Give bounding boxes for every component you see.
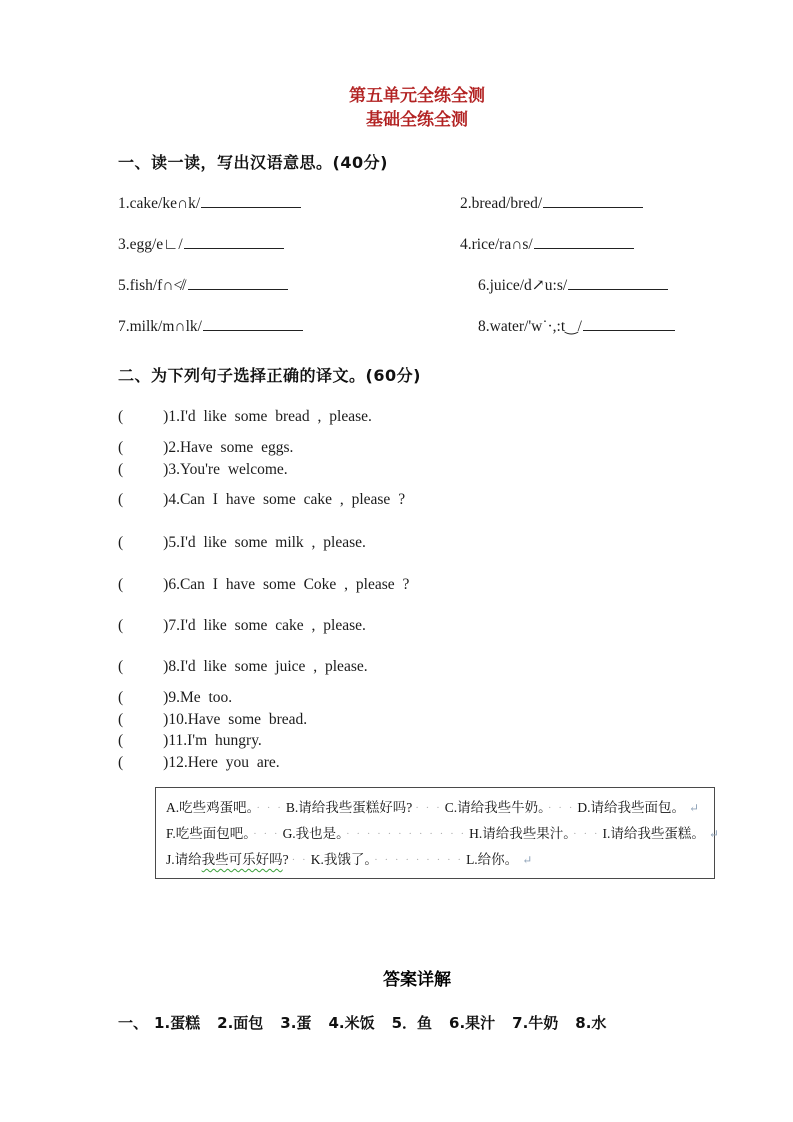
vocab-label: 8.water/'w˙·,:t‿/ [478,318,582,335]
answer-paren-close: ) [163,576,169,593]
answer-1: 1.蛋糕 [154,1014,201,1032]
vocab-label: 5.fish/f∩≮/ [118,277,187,294]
answer-paren-close: ) [163,617,169,634]
option-f: F.吃些面包吧。 [166,826,251,841]
page-title: 第五单元全练全测 [349,86,485,106]
paragraph-mark-icon: ↵ [708,827,719,841]
option-c: C.请给我些牛奶。 [444,800,545,815]
vocab-row [118,275,716,296]
answer-paren-open: ( [118,711,124,728]
answer-7: 7.牛奶 [512,1014,559,1032]
fill-in-blank [568,276,668,290]
option-g: G.我也是。 [282,826,343,841]
sentence-item-4 [118,489,716,510]
space-dots: · · · [547,802,575,814]
answer-6: 6.果汁 [449,1014,496,1032]
option-d: D.请给我些面包。 [577,800,686,815]
answer-paren-open: ( [118,491,124,508]
vocab-item-7 [118,316,460,337]
vocab-row [118,316,716,337]
answer-paren-open: ( [118,408,124,425]
answer-paren-close: ) [163,491,169,508]
vocab-label: 2.bread/bred/ [460,195,543,212]
sentence-item-11 [118,730,716,751]
paragraph-mark-icon: ↵ [522,853,533,867]
fill-in-blank [203,317,303,331]
fill-in-blank [201,194,301,208]
sentence-text: 1.I'd like some bread , please. [168,408,372,425]
space-dots: · · · [256,802,283,814]
sentence-item-7 [118,615,716,636]
answer-paren-open: ( [118,658,124,675]
answer-paren-open: ( [118,689,124,706]
sentence-text: 4.Can I have some cake , please ? [168,491,406,508]
sentence-text: 2.Have some eggs. [168,439,294,456]
fill-in-blank [583,317,675,331]
options-line-3 [166,847,704,873]
answer-line [118,1012,716,1033]
sentence-item-12 [118,752,716,773]
answer-2: 2.面包 [217,1014,264,1032]
answer-paren-close: ) [163,711,169,728]
vocab-item-1 [118,193,460,214]
space-dots: · · · [253,828,280,840]
option-b: B.请给我些蛋糕好吗? [285,800,413,815]
answer-paren-open: ( [118,576,124,593]
sentence-text: 8.I'd like some juice , please. [168,658,368,675]
answer-paren-open: ( [118,754,124,771]
answer-paren-close: ) [163,754,169,771]
answer-paren-close: ) [163,534,169,551]
options-line-1 [166,795,704,821]
title-block [118,84,716,132]
fill-in-blank [543,194,643,208]
answer-4: 4.米饭 [328,1014,375,1032]
sentence-item-1 [118,406,716,427]
vocab-item-6 [460,275,716,296]
answer-paren-close: ) [163,408,169,425]
fill-in-blank [534,235,634,249]
options-line-2 [166,821,719,847]
option-j-question-mark: ? [282,852,289,867]
sentence-list [118,406,716,773]
vocab-item-4 [460,234,716,255]
sentence-item-9 [118,687,716,708]
answer-paren-close: ) [163,461,169,478]
paragraph-mark-icon: ↵ [689,801,700,815]
sentence-text: 5.I'd like some milk , please. [168,534,366,551]
vocab-section [118,193,716,337]
answer-line-prefix: 一、 [118,1014,149,1032]
vocab-item-3 [118,234,460,255]
sentence-text: 12.Here you are. [168,754,280,771]
option-a: A.吃些鸡蛋吧。 [166,800,254,815]
sentence-item-3 [118,459,716,480]
answer-8: 8.水 [575,1014,607,1032]
vocab-label: 3.egg/e∟/ [118,236,183,253]
option-j: J.请给 [166,852,202,867]
answer-paren-close: ) [163,439,169,456]
answer-paren-open: ( [118,439,124,456]
vocab-label: 4.rice/ra∩s/ [460,236,533,253]
vocab-row [118,193,716,214]
section-2-heading: 二、为下列句子选择正确的译文。(60分) [118,366,421,385]
vocab-row [118,234,716,255]
sentence-text: 9.Me too. [168,689,233,706]
space-dots: · · [291,854,308,866]
sentence-text: 6.Can I have some Coke , please ? [168,576,410,593]
answer-paren-open: ( [118,534,124,551]
answer-paren-open: ( [118,732,124,749]
fill-in-blank [188,276,288,290]
answer-3: 3.蛋 [280,1014,312,1032]
option-l: L.给你。 [466,852,519,867]
sentence-text: 3.You're welcome. [168,461,288,478]
page-subtitle: 基础全练全测 [366,110,468,130]
space-dots: · · · · · · · · · [374,854,464,866]
answer-paren-open: ( [118,617,124,634]
answer-paren-close: ) [163,732,169,749]
answer-paren-close: ) [163,689,169,706]
answer-paren-close: ) [163,658,169,675]
option-i: I.请给我些蛋糕。 [602,826,705,841]
sentence-item-8 [118,656,716,677]
sentence-item-2 [118,437,716,458]
section-1-heading: 一、读一读，写出汉语意思。(40分) [118,153,388,172]
vocab-label: 6.juice/d↗u:s/ [478,277,568,294]
space-dots: · · · [415,802,442,814]
option-k: K.我饿了。 [310,852,372,867]
sentence-item-10 [118,709,716,730]
option-j-spellcheck-text: 我些可乐好吗 [201,852,283,867]
option-h: H.请给我些果汁。 [469,826,571,841]
vocab-item-8 [460,316,716,337]
space-dots: · · · · · · · · · · · · [345,828,467,840]
answer-section-heading: 答案详解 [383,970,451,990]
sentence-item-6 [118,574,716,595]
sentence-text: 11.I'm hungry. [168,732,262,749]
vocab-label: 7.milk/m∩lk/ [118,318,202,335]
options-box [155,787,719,879]
vocab-label: 1.cake/ke∩k/ [118,195,201,212]
fill-in-blank [184,235,284,249]
answer-5: 5．鱼 [391,1014,433,1032]
vocab-item-5 [118,275,460,296]
sentence-text: 10.Have some bread. [168,711,308,728]
vocab-item-2 [460,193,716,214]
answer-paren-open: ( [118,461,124,478]
sentence-text: 7.I'd like some cake , please. [168,617,366,634]
sentence-item-5 [118,532,716,553]
space-dots: · · · [573,828,600,840]
